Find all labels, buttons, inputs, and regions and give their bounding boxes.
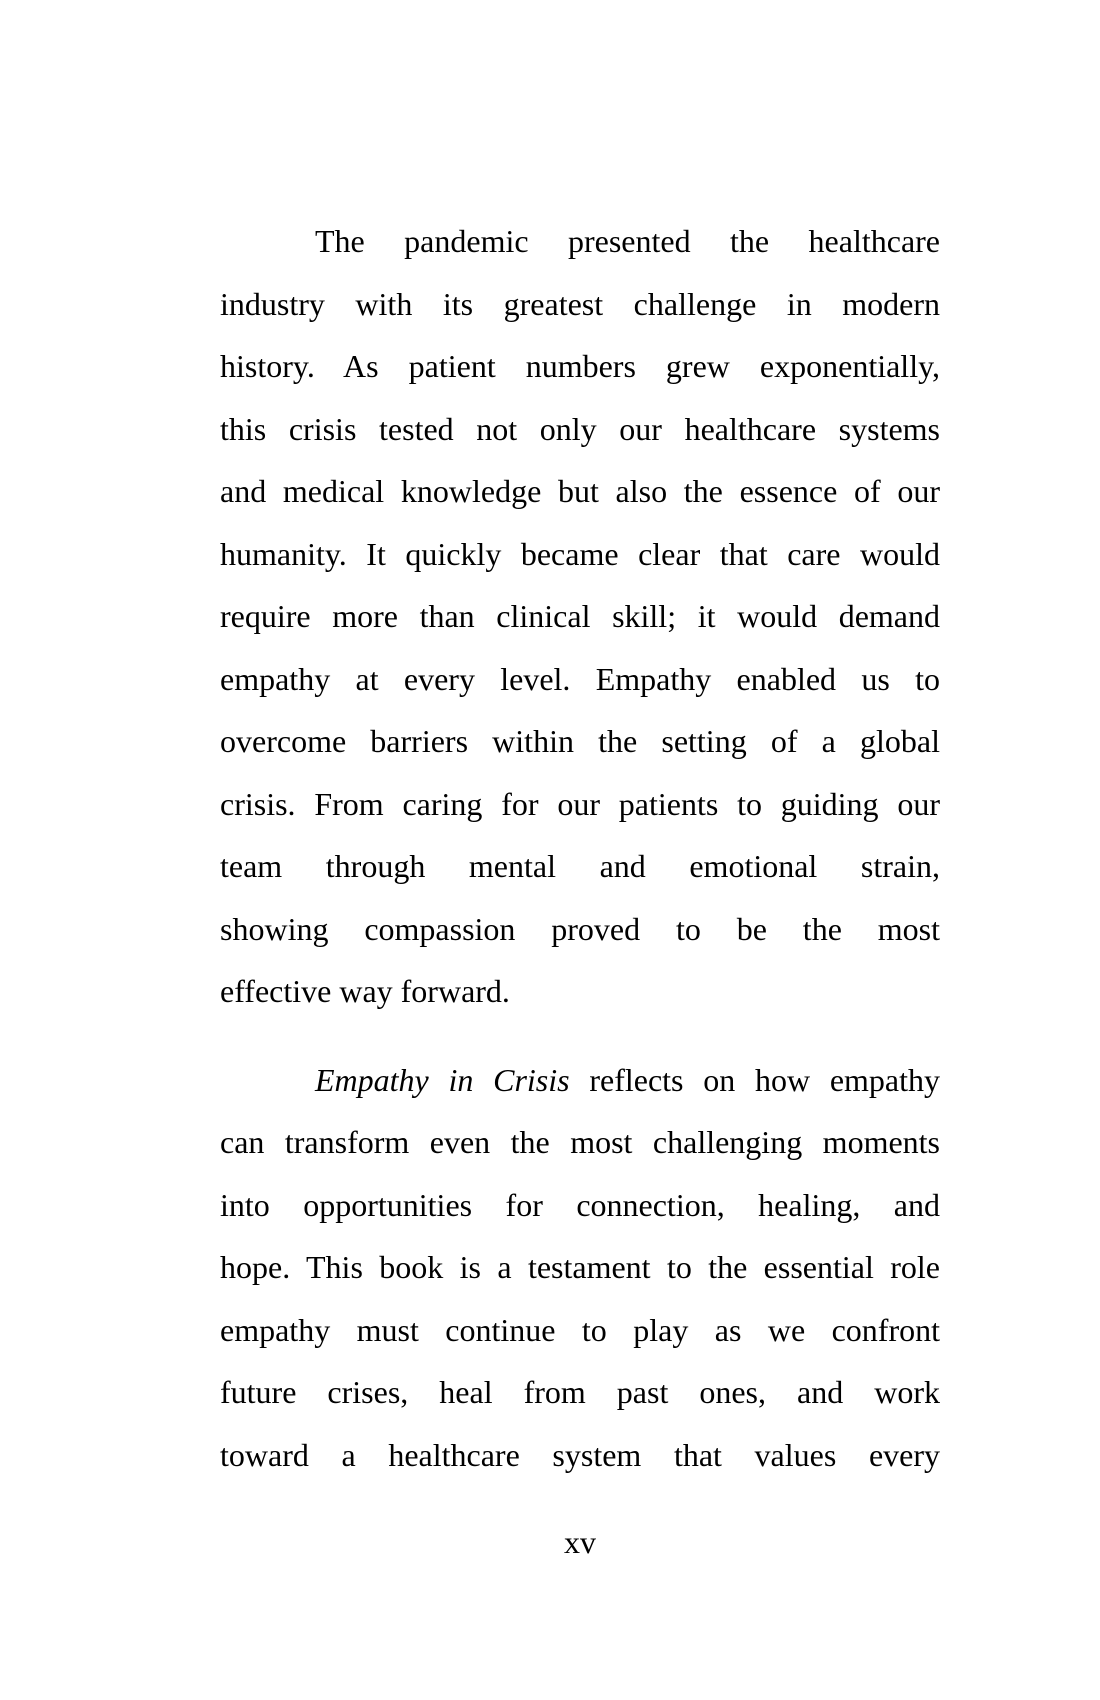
- text-line: [220, 1049, 940, 1112]
- text-line: empathy must continue to play as we confront: [220, 1311, 940, 1348]
- text-line: crisis. From caring for our patients to guiding our: [220, 785, 940, 822]
- text-line: showing compassion proved to be the most: [220, 910, 940, 947]
- paragraph-1: [220, 210, 940, 1023]
- text-segment: reflects on how empathy: [569, 1061, 941, 1098]
- text-line: future crises, heal from past ones, and work: [220, 1374, 940, 1410]
- text-line: history. As patient numbers grew exponentially,: [220, 348, 940, 384]
- text-line: team through mental and emotional strain,: [220, 848, 940, 884]
- text-line: empathy at every level. Empathy enabled us to: [220, 660, 940, 697]
- text-line: The pandemic presented the healthcare: [315, 223, 940, 259]
- text-line: this crisis tested not only our healthcare systems: [220, 410, 940, 447]
- paragraph-2: [220, 1049, 940, 1487]
- text-line: humanity. It quickly became clear that care would: [220, 535, 940, 572]
- text-line: and medical knowledge but also the essence of our: [220, 473, 940, 509]
- body-text: [220, 210, 940, 1574]
- text-line: hope. This book is a testament to the essential role: [220, 1249, 940, 1285]
- text-line: can transform even the most challenging moments: [220, 1124, 940, 1160]
- text-line: require more than clinical skill; it would demand: [220, 598, 940, 634]
- text-line: into opportunities for connection, healing, and: [220, 1186, 940, 1223]
- text-line: effective way forward.: [220, 973, 510, 1009]
- page-number: xv: [564, 1524, 596, 1560]
- text-line: toward a healthcare system that values every: [220, 1436, 940, 1473]
- text-line: overcome barriers within the setting of a global: [220, 723, 940, 759]
- text-line: industry with its greatest challenge in modern: [220, 285, 940, 322]
- book-title-italic: Empathy in Crisis: [315, 1061, 570, 1098]
